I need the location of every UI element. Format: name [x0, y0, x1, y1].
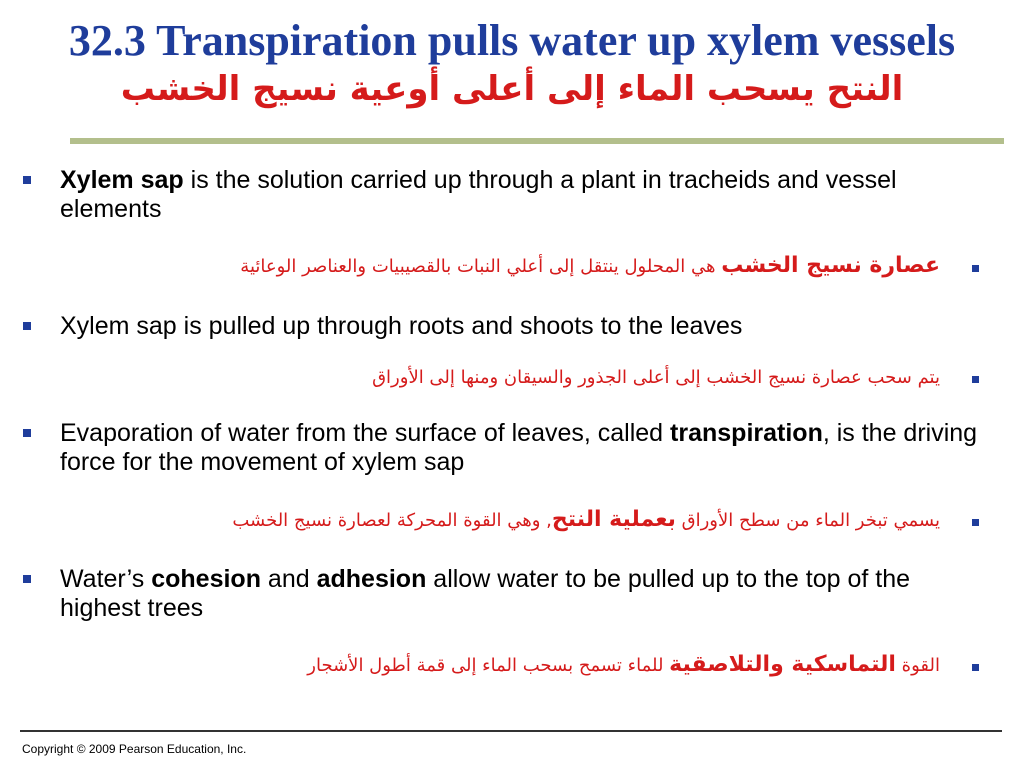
- bullet-marker-icon: [972, 664, 979, 671]
- bullet-marker-icon: [23, 176, 31, 184]
- bullet-4-english-post: allow water to be pulled up to the top of the highest trees: [60, 565, 910, 622]
- bullet-2-english: Xylem sap is pulled up through roots and shoots to the leaves: [60, 312, 743, 340]
- term-arabic-transpiration: بعملية النتح: [551, 507, 676, 532]
- bullet-marker-icon: [23, 429, 31, 437]
- bullet-3-english-pre: Evaporation of water from the surface of leaves, called: [60, 419, 671, 447]
- bullet-1-arabic: [60, 252, 940, 281]
- term-xylem-sap: Xylem sap: [60, 166, 184, 194]
- bullet-4-arabic: [60, 651, 940, 680]
- bullet-2-arabic: يتم سحب عصارة نسيج الخشب إلى أعلى الجذور والسيقان ومنها إلى الأوراق: [372, 367, 940, 388]
- bullet-3-arabic-post: , وهي القوة المحركة لعصارة نسيج الخشب: [232, 510, 552, 531]
- bullet-1-english-text: is the solution carried up through a plant in tracheids and vessel elements: [60, 166, 897, 223]
- term-transpiration: transpiration: [670, 419, 823, 447]
- bullet-4-arabic-pre: القوة: [895, 655, 940, 676]
- bullet-1-arabic-text: هي المحلول ينتقل إلى أعلي النبات بالقصيبيات والعناصر الوعائية: [240, 256, 722, 277]
- title-divider: [70, 138, 1004, 144]
- term-adhesion: adhesion: [316, 565, 427, 593]
- slide-title-english: 32.3 Transpiration pulls water up xylem vessels: [68, 16, 956, 65]
- bullet-4-arabic-post: للماء تسمح بسحب الماء إلى قمة أطول الأشجار: [307, 655, 670, 676]
- bullet-3-english: [60, 419, 980, 477]
- slide-title-arabic: النتح يسحب الماء إلى أعلى أوعية نسيج الخشب: [120, 69, 904, 109]
- bullet-3-english-post: , is the driving force for the movement of xylem sap: [60, 419, 978, 476]
- footer-divider: [20, 730, 1002, 732]
- bullet-3-arabic-pre: يسمي تبخر الماء من سطح الأوراق: [675, 510, 940, 531]
- term-cohesion: cohesion: [151, 565, 261, 593]
- copyright-notice: Copyright © 2009 Pearson Education, Inc.: [22, 742, 247, 756]
- term-arabic-xylem-sap: عصارة نسيج الخشب: [721, 253, 940, 278]
- bullet-marker-icon: [23, 575, 31, 583]
- term-arabic-cohesion-adhesion: التماسكية والتلاصقية: [669, 652, 896, 677]
- bullet-marker-icon: [972, 265, 979, 272]
- bullet-marker-icon: [23, 322, 31, 330]
- bullet-1-english: [60, 166, 980, 224]
- bullet-4-english-pre: Water’s: [60, 565, 152, 593]
- bullet-marker-icon: [972, 519, 979, 526]
- bullet-3-arabic: [60, 506, 940, 535]
- bullet-4-english-mid: and: [260, 565, 317, 593]
- bullet-marker-icon: [972, 376, 979, 383]
- bullet-4-english: [60, 565, 980, 623]
